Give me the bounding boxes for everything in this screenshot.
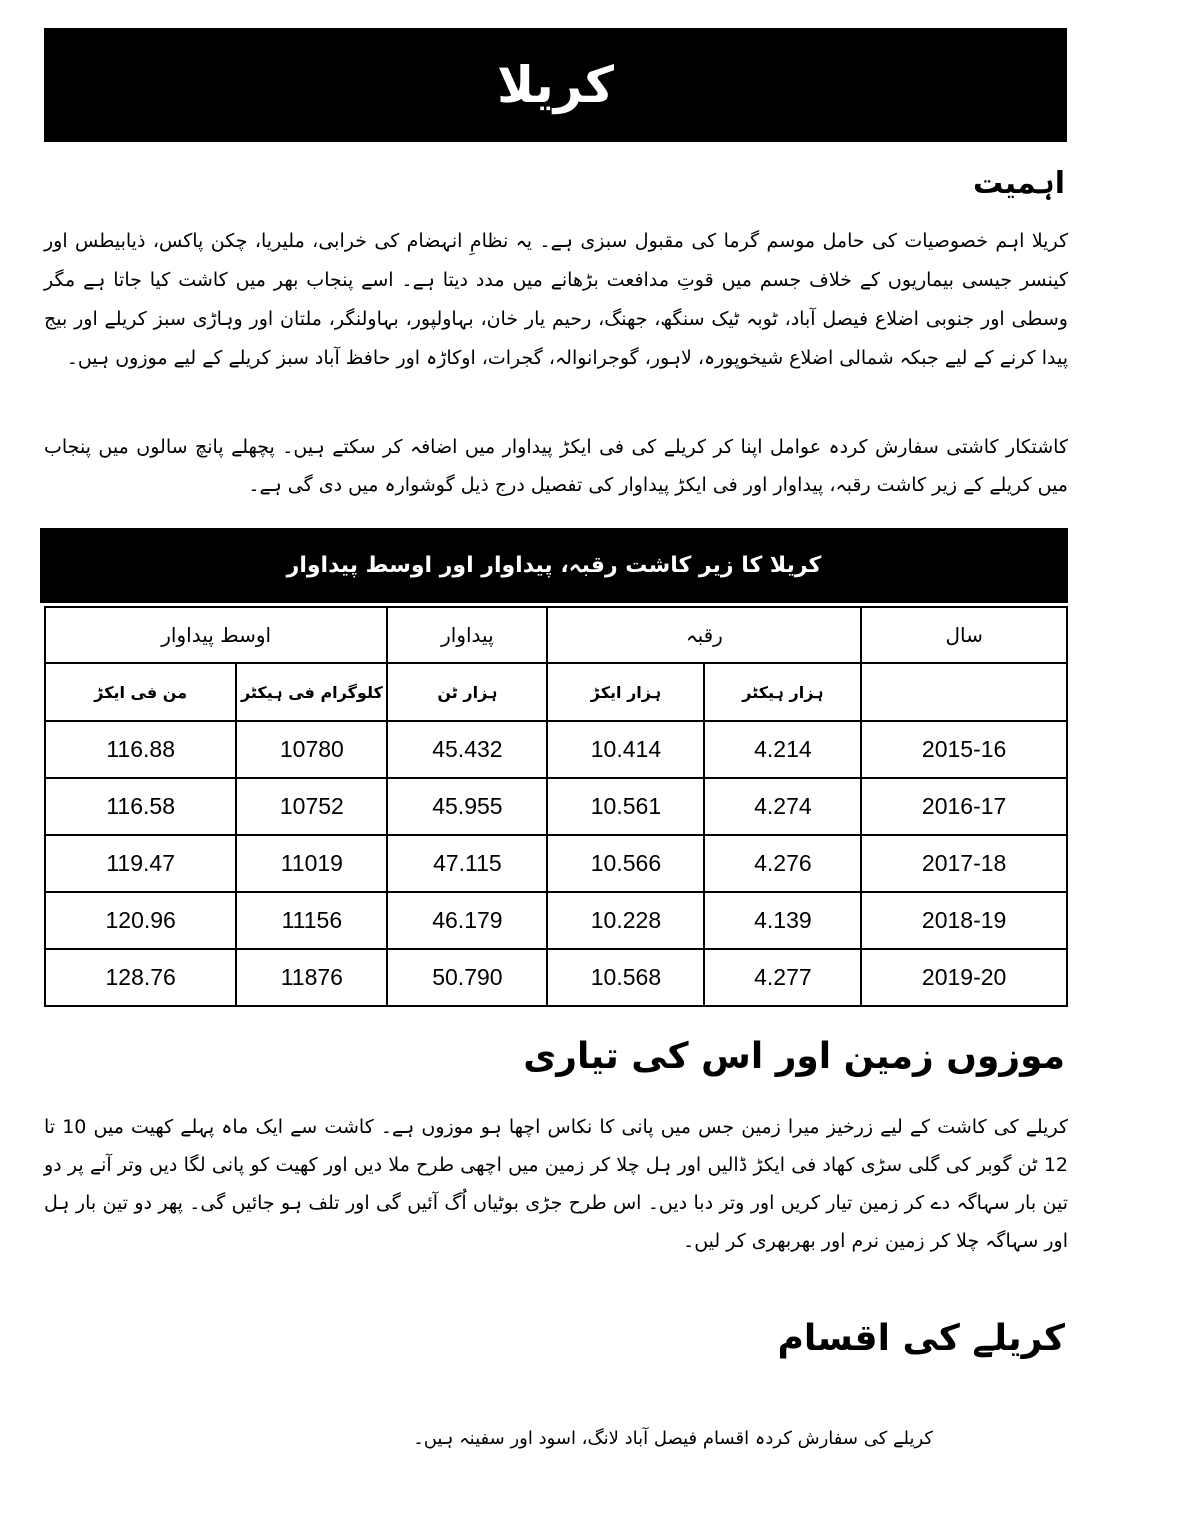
cell-tonnes: 46.179 (387, 892, 547, 949)
cell-tonnes: 47.115 (387, 835, 547, 892)
importance-paragraph-1: کریلا اہم خصوصیات کی حامل موسم گرما کی مقبول سبزی ہے۔ یہ نظامِ انہضام کی خرابی، ملیریا، چکن پاکس، ذیابیطس اور کینسر جیسی بیماریوں کے خلاف جسم میں قوتِ مدافعت بڑھانے میں مدد دیتا ہے۔ اسے پنجاب بھر میں کاشت کیا جاتا ہے مگر وسطی اور جنوبی اضلاع فیصل آباد، ٹوبہ ٹیک سنگھ، جھنگ، رحیم یار خان، بہاولپور، بہاولنگر، ملتان اور وہاڑی سبز کریلے اور بیج پیدا کرنے کے لیے جبکہ شمالی اضلاع شیخوپورہ، لاہور، گوجرانوالہ، گجرات، اوکاڑہ اور حافظ آباد سبز کریلے کے لیے موزوں ہیں۔ (44, 230, 1068, 369)
header-avg-yield: اوسط پیداوار (45, 607, 387, 663)
subheader-kg-per-hectare: کلوگرام فی ہیکٹر (236, 663, 387, 721)
cell-maund-per-acre: 116.58 (45, 778, 236, 835)
cell-tonnes: 45.432 (387, 721, 547, 778)
cell-year: 2015-16 (861, 721, 1067, 778)
cell-year: 2018-19 (861, 892, 1067, 949)
cell-hectares: 4.277 (704, 949, 861, 1006)
cell-maund-per-acre: 120.96 (45, 892, 236, 949)
cell-kg-per-hectare: 10780 (236, 721, 387, 778)
soil-paragraph: کریلے کی کاشت کے لیے زرخیز میرا زمین جس میں پانی کا نکاس اچھا ہو موزوں ہے۔ کاشت سے ایک ماہ پہلے کھیت میں 10 تا 12 ٹن گوبر کی گلی سڑی کھاد فی ایکڑ ڈالیں اور ہل چلا کر زمین میں اچھی طرح ملا دیں اور کھیت کو پانی لگا دیں وتر آنے پر دو تین بار سہاگہ دے کر زمین تیار کریں اور وتر دبا دیں۔ اس طرح جڑی بوٹیاں اُگ آئیں گی اور تلف ہو جائیں گی۔ پھر دو تین بار ہل اور سہاگہ چلا کر زمین نرم اور بھربھری کر لیں۔ (44, 1116, 1068, 1252)
subheader-acres: ہزار ایکڑ (547, 663, 704, 721)
varieties-heading: کریلے کی اقسام (777, 1318, 1065, 1359)
cell-tonnes: 45.955 (387, 778, 547, 835)
importance-paragraph-2: کاشتکار کاشتی سفارش کردہ عوامل اپنا کر کریلے کی فی ایکڑ پیداوار میں اضافہ کر سکتے ہیں۔ پچھلے پانچ سالوں میں پنجاب میں کریلے کے زیر کاشت رقبہ، پیداوار اور فی ایکڑ پیداوار کی تفصیل درج ذیل گوشوارہ میں دی گی ہے۔ (44, 436, 1068, 496)
subheader-maund-per-acre: من فی ایکڑ (45, 663, 236, 721)
header-production: پیداوار (387, 607, 547, 663)
cell-year: 2019-20 (861, 949, 1067, 1006)
importance-heading: اہمیت (973, 166, 1065, 201)
cell-maund-per-acre: 128.76 (45, 949, 236, 1006)
header-year: سال (861, 607, 1067, 663)
cell-maund-per-acre: 116.88 (45, 721, 236, 778)
table-title: کریلا کا زیر کاشت رقبہ، پیداوار اور اوسط پیداوار (40, 528, 1068, 603)
production-table (44, 606, 1068, 1007)
cell-hectares: 4.276 (704, 835, 861, 892)
cell-year: 2017-18 (861, 835, 1067, 892)
cell-acres: 10.566 (547, 835, 704, 892)
cell-kg-per-hectare: 11019 (236, 835, 387, 892)
cell-year: 2016-17 (861, 778, 1067, 835)
varieties-paragraph: کریلے کی سفارش کردہ اقسام فیصل آباد لانگ، اسود اور سفینہ ہیں۔ (413, 1428, 933, 1449)
cell-acres: 10.414 (547, 721, 704, 778)
table-row (45, 778, 1067, 835)
subheader-tonnes: ہزار ٹن (387, 663, 547, 721)
cell-maund-per-acre: 119.47 (45, 835, 236, 892)
cell-kg-per-hectare: 11876 (236, 949, 387, 1006)
cell-hectares: 4.274 (704, 778, 861, 835)
cell-hectares: 4.214 (704, 721, 861, 778)
cell-kg-per-hectare: 11156 (236, 892, 387, 949)
cell-acres: 10.228 (547, 892, 704, 949)
cell-kg-per-hectare: 10752 (236, 778, 387, 835)
page-title-banner (44, 28, 1067, 142)
cell-acres: 10.561 (547, 778, 704, 835)
table-row (45, 949, 1067, 1006)
page-title: کریلا (497, 56, 614, 114)
table-row (45, 835, 1067, 892)
table-row (45, 892, 1067, 949)
subheader-hectares: ہزار ہیکٹر (704, 663, 861, 721)
soil-heading: موزوں زمین اور اس کی تیاری (523, 1036, 1065, 1077)
cell-hectares: 4.139 (704, 892, 861, 949)
cell-tonnes: 50.790 (387, 949, 547, 1006)
header-area: رقبہ (547, 607, 861, 663)
cell-acres: 10.568 (547, 949, 704, 1006)
subheader-empty (861, 663, 1067, 721)
table-row (45, 721, 1067, 778)
